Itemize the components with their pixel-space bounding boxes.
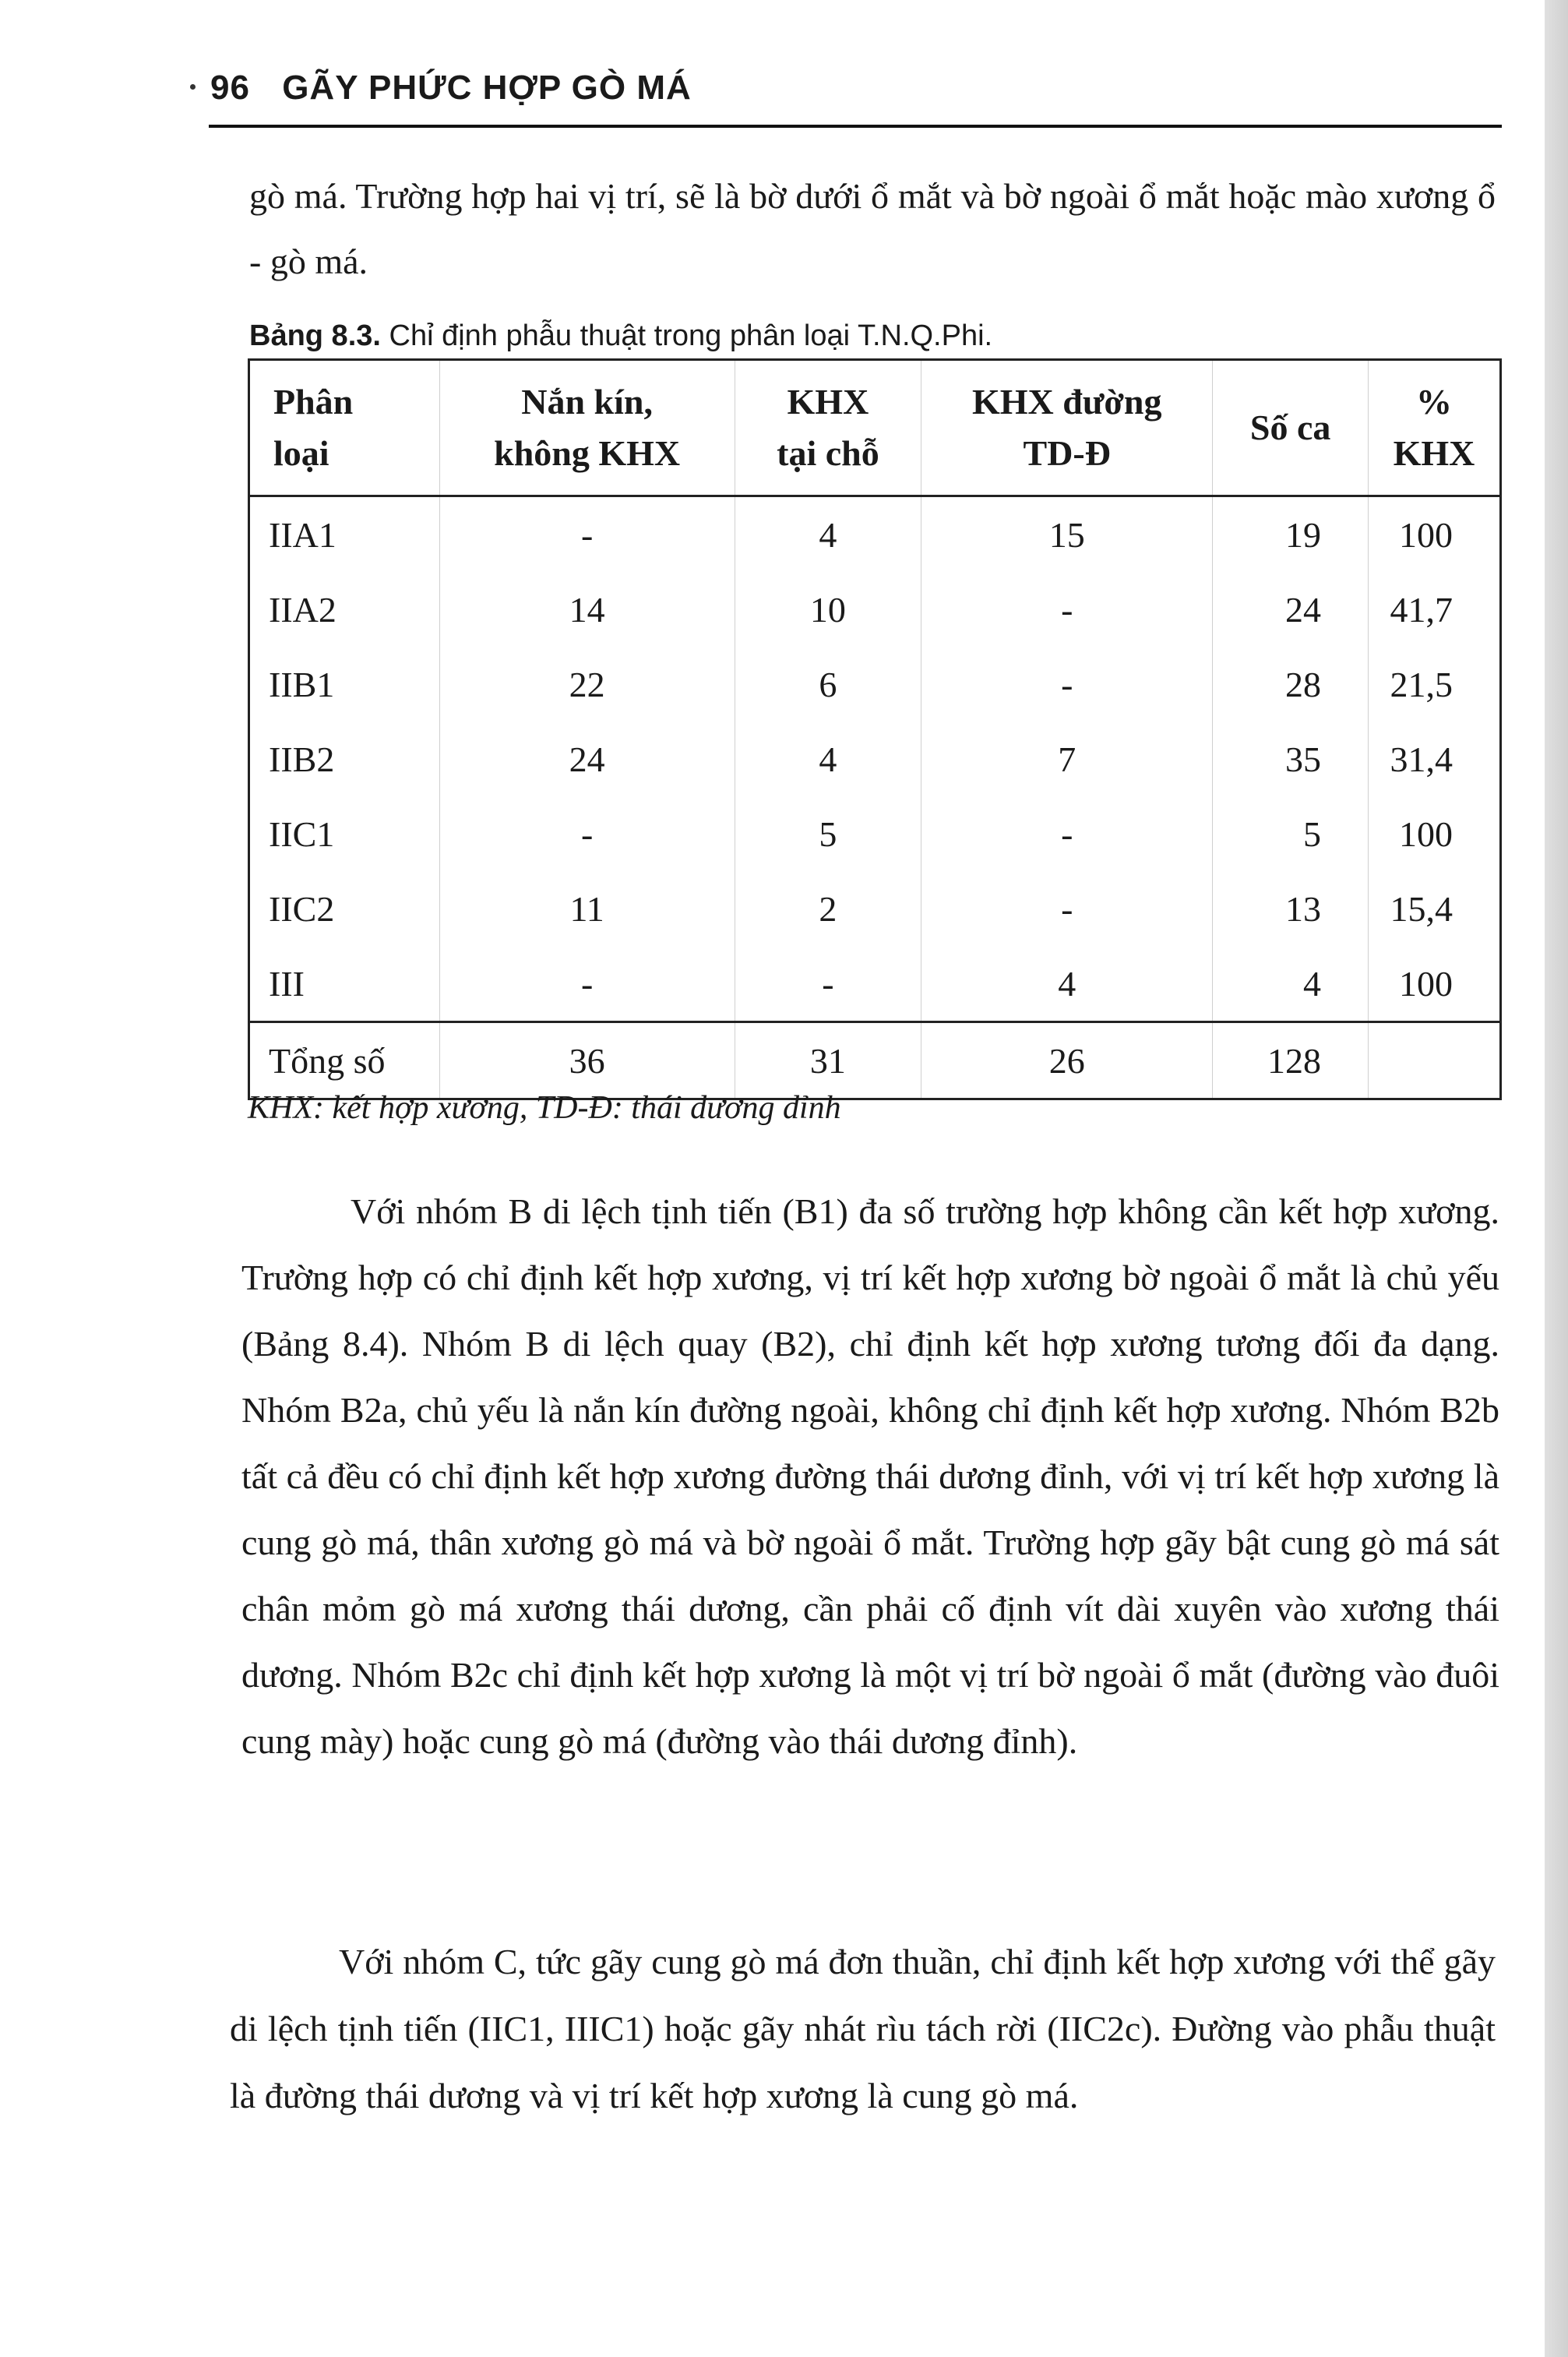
table-cell: 24 bbox=[1213, 572, 1369, 647]
table-row bbox=[249, 871, 1501, 946]
caption-text: Chỉ định phẫu thuật trong phân loại T.N.Q.Phi. bbox=[380, 319, 993, 352]
table-cell: IIB1 bbox=[269, 664, 335, 704]
table-cell: 2 bbox=[735, 871, 921, 946]
table-row bbox=[249, 496, 1501, 573]
table-cell: 41,7 bbox=[1369, 572, 1501, 647]
header-rule bbox=[209, 125, 1502, 128]
table-caption bbox=[249, 319, 992, 353]
table-cell: IIB2 bbox=[269, 739, 335, 779]
caption-label: Bảng 8.3. bbox=[249, 319, 381, 352]
table-cell: 128 bbox=[1213, 1022, 1369, 1099]
paragraph-group-b: Với nhóm B di lệch tịnh tiến (B1) đa số trường hợp không cần kết hợp xương. Trường hợp có chỉ định kết hợp xương, vị trí kết hợp xương bờ ngoài ổ mắt là chủ yếu (Bảng 8.4). Nhóm B di lệch quay (B2), chỉ định kết hợp xương tương đối đa dạng. Nhóm B2a, chủ yếu là nắn kín đường ngoài, không chỉ định kết hợp xương. Nhóm B2b tất cả đều có chỉ định kết hợp xương đường thái dương đỉnh, với vị trí kết hợp xương là cung gò má, thân xương gò má và bờ ngoài ổ mắt. Trường hợp gãy bật cung gò má sát chân mỏm gò má xương thái dương, cần phải cố định vít dài xuyên vào xương thái dương. Nhóm B2c chỉ định kết hợp xương là một vị trí bờ ngoài ổ mắt (đường vào đuôi cung mày) hoặc cung gò má (đường vào thái dương đỉnh). bbox=[241, 1191, 1499, 1761]
table-cell: 4 bbox=[735, 722, 921, 796]
table-cell bbox=[1369, 1022, 1501, 1099]
table-total-row bbox=[249, 1022, 1501, 1099]
table-cell: - bbox=[735, 946, 921, 1022]
table-cell: 4 bbox=[921, 946, 1213, 1022]
table-header-row bbox=[249, 360, 1501, 496]
surgery-indication-table bbox=[248, 358, 1502, 1100]
table-cell: 4 bbox=[735, 496, 921, 573]
table-cell: IIC1 bbox=[269, 813, 335, 854]
table-cell: IIA2 bbox=[269, 589, 337, 630]
table-cell: 5 bbox=[735, 796, 921, 871]
table-cell: 24 bbox=[439, 722, 735, 796]
bullet-dot bbox=[190, 84, 196, 90]
table-cell: 14 bbox=[439, 572, 735, 647]
table-cell: 4 bbox=[1213, 946, 1369, 1022]
table-cell: 28 bbox=[1213, 647, 1369, 722]
header-cell: KHX đường TD-Đ bbox=[921, 360, 1213, 496]
table-cell: Tổng số bbox=[269, 1040, 386, 1081]
table-cell: 11 bbox=[439, 871, 735, 946]
page-header bbox=[210, 69, 692, 108]
table-cell: - bbox=[921, 796, 1213, 871]
table-cell: 31,4 bbox=[1369, 722, 1501, 796]
table-cell: - bbox=[439, 496, 735, 573]
page-number: 96 bbox=[210, 69, 250, 107]
table-cell: 100 bbox=[1369, 496, 1501, 573]
table-row bbox=[249, 647, 1501, 722]
table-row bbox=[249, 572, 1501, 647]
table-cell: 21,5 bbox=[1369, 647, 1501, 722]
table-cell: III bbox=[269, 963, 305, 1004]
table-cell: 7 bbox=[921, 722, 1213, 796]
table-cell: - bbox=[439, 796, 735, 871]
table-cell: - bbox=[439, 946, 735, 1022]
table-cell: 15 bbox=[921, 496, 1213, 573]
table-note: KHX: kết hợp xương, TD-Đ: thái dương đỉnh bbox=[248, 1090, 841, 1126]
paragraph-group-c: Với nhóm C, tức gãy cung gò má đơn thuần, chỉ định kết hợp xương với thể gãy di lệch tịnh tiến (IIC1, IIIC1) hoặc gãy nhát rìu tách rời (IIC2c). Đường vào phẫu thuật là đường thái dương và vị trí kết hợp xương là cung gò má. bbox=[230, 1942, 1496, 2115]
table-cell: IIA1 bbox=[269, 514, 337, 555]
table-cell: IIC2 bbox=[269, 888, 335, 929]
table-cell: - bbox=[921, 871, 1213, 946]
header-cell: % KHX bbox=[1369, 360, 1501, 496]
table-row bbox=[249, 722, 1501, 796]
intro-paragraph: gò má. Trường hợp hai vị trí, sẽ là bờ dưới ổ mắt và bờ ngoài ổ mắt hoặc mào xương ổ - gò má. bbox=[249, 176, 1496, 281]
page-edge bbox=[1545, 0, 1568, 2357]
table-cell: 36 bbox=[439, 1022, 735, 1099]
table-cell: 6 bbox=[735, 647, 921, 722]
header-cell: KHX tại chỗ bbox=[735, 360, 921, 496]
table-row bbox=[249, 796, 1501, 871]
table-cell: - bbox=[921, 647, 1213, 722]
table-cell: 35 bbox=[1213, 722, 1369, 796]
table-cell: 15,4 bbox=[1369, 871, 1501, 946]
table-cell: 100 bbox=[1369, 946, 1501, 1022]
table-cell: 10 bbox=[735, 572, 921, 647]
table-cell: 100 bbox=[1369, 796, 1501, 871]
table-cell: 22 bbox=[439, 647, 735, 722]
table-cell: 26 bbox=[921, 1022, 1213, 1099]
header-cell: Nắn kín, không KHX bbox=[439, 360, 735, 496]
table-cell: 13 bbox=[1213, 871, 1369, 946]
header-cell: Phân loại bbox=[273, 382, 354, 473]
chapter-title: GÃY PHỨC HỢP GÒ MÁ bbox=[282, 69, 692, 107]
table-cell: 5 bbox=[1213, 796, 1369, 871]
table-cell: - bbox=[921, 572, 1213, 647]
header-cell: Số ca bbox=[1213, 360, 1369, 496]
table-cell: 19 bbox=[1213, 496, 1369, 573]
table-row bbox=[249, 946, 1501, 1022]
table-cell: 31 bbox=[735, 1022, 921, 1099]
